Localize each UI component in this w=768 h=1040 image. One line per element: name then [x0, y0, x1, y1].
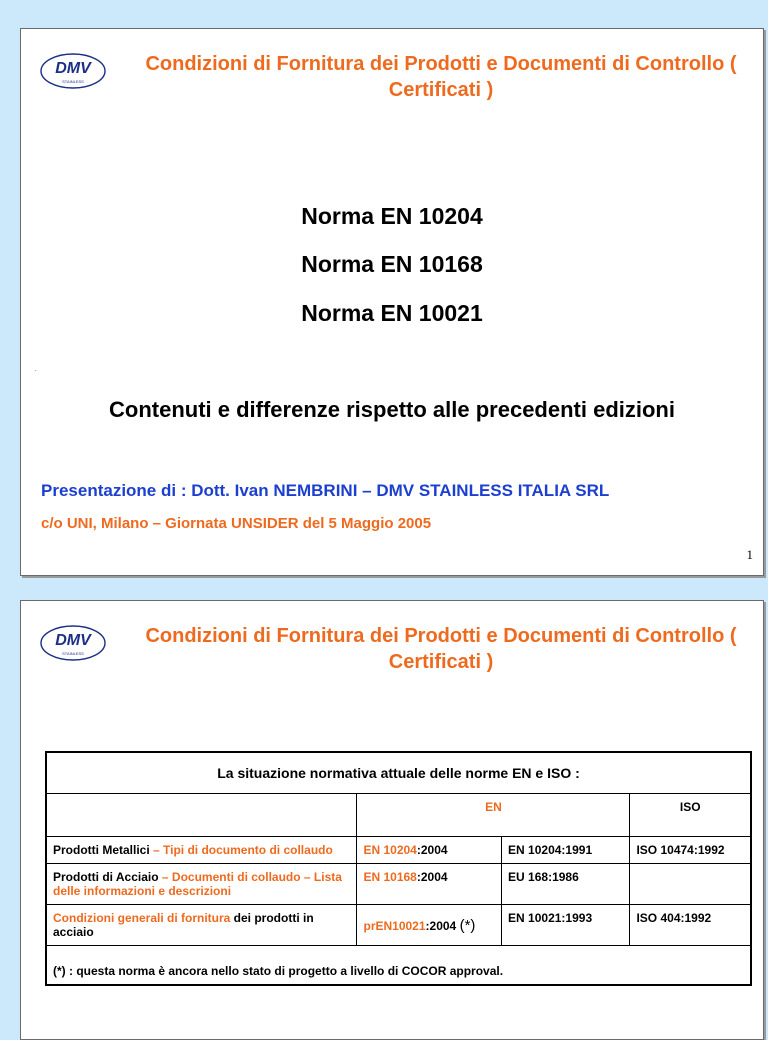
table-row — [46, 864, 751, 905]
norms-table — [45, 751, 752, 986]
dmv-logo — [37, 51, 109, 91]
row-iso — [630, 864, 751, 905]
table-row — [46, 905, 751, 946]
row-en-current: EN 10168:2004 — [357, 864, 502, 905]
slide-1 — [20, 28, 764, 576]
header-empty-cell — [46, 794, 357, 837]
logo-text: DMV — [55, 632, 91, 649]
row-iso: ISO 10474:1992 — [630, 837, 751, 864]
table-row — [46, 837, 751, 864]
row-en-previous: EU 168:1986 — [502, 864, 630, 905]
header-iso: ISO — [630, 794, 751, 837]
venue-line: c/o UNI, Milano – Giornata UNSIDER del 5 Maggio 2005 — [41, 515, 432, 532]
logo-subtext: STAINLESS — [62, 651, 84, 656]
row-en-current: EN 10204:2004 — [357, 837, 502, 864]
footnote-row — [46, 946, 751, 986]
table-heading: La situazione normativa attuale delle norme EN e ISO : — [46, 752, 751, 794]
slide-title: Condizioni di Fornitura dei Prodotti e Documenti di Controllo ( Certificati ) — [145, 53, 737, 101]
page-number: 1 — [746, 547, 753, 562]
row-en-current: prEN10021:2004 (*) — [357, 905, 502, 946]
row-en-previous: EN 10021:1993 — [502, 905, 630, 946]
header-en: EN — [357, 794, 630, 837]
norm-title: Norma EN 10021 — [301, 300, 483, 326]
footnote: (*) : questa norma è ancora nello stato di progetto a livello di COCOR approval. — [46, 946, 751, 986]
slide-2 — [20, 600, 764, 1040]
row-en-previous: EN 10204:1991 — [502, 837, 630, 864]
table-header-row — [46, 794, 751, 837]
dmv-logo — [37, 623, 109, 663]
row-label: Condizioni generali di fornitura dei prodotti in acciaio — [46, 905, 357, 946]
presenter-line: Presentazione di : Dott. Ivan NEMBRINI – DMV STAINLESS ITALIA SRL — [41, 481, 610, 500]
slide-subtitle: Contenuti e differenze rispetto alle precedenti edizioni — [109, 397, 675, 422]
stray-dot: . — [35, 367, 37, 373]
row-label: Prodotti di Acciaio – Documenti di collaudo – Lista delle informazioni e descrizioni — [46, 864, 357, 905]
norm-title: Norma EN 10168 — [301, 251, 483, 277]
slide-title: Condizioni di Fornitura dei Prodotti e Documenti di Controllo ( Certificati ) — [145, 625, 737, 673]
logo-subtext: STAINLESS — [62, 79, 84, 84]
norm-title: Norma EN 10204 — [301, 203, 483, 229]
table-heading-row — [46, 752, 751, 794]
logo-text: DMV — [55, 60, 91, 77]
row-label: Prodotti Metallici – Tipi di documento di collaudo — [46, 837, 357, 864]
row-iso: ISO 404:1992 — [630, 905, 751, 946]
